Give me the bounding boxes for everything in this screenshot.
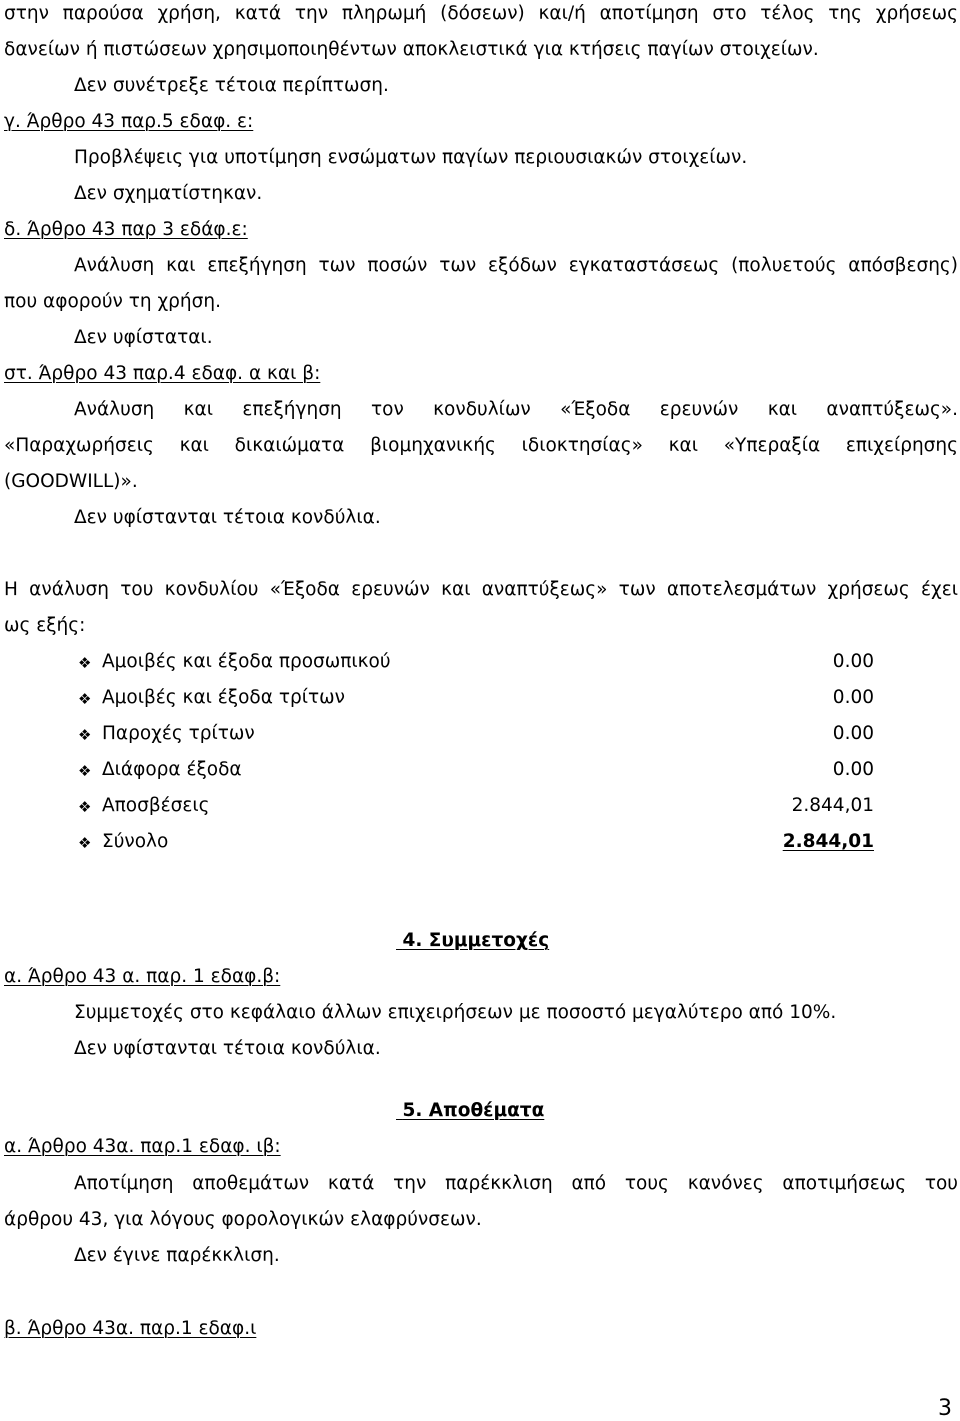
diamond-bullet-icon: ❖ <box>78 798 92 816</box>
section-heading-g: γ. Άρθρο 43 παρ.5 εδαφ. ε: <box>4 111 254 132</box>
section-heading: α. Άρθρο 43 α. παρ. 1 εδαφ.β: <box>4 966 281 987</box>
answer-text: Δεν υφίστανται τέτοια κονδύλια. <box>74 1038 381 1059</box>
page-number: 3 <box>938 1396 952 1421</box>
section-heading: α. Άρθρο 43α. παρ.1 εδαφ. ιβ: <box>4 1136 281 1157</box>
diamond-bullet-icon: ❖ <box>78 834 92 852</box>
list-item-value: 0.00 <box>832 723 874 744</box>
paragraph-line: (GOODWILL)». <box>4 471 138 492</box>
section-heading-d: δ. Άρθρο 43 παρ 3 εδάφ.ε: <box>4 219 248 240</box>
answer-text: Δεν υφίσταται. <box>74 327 213 348</box>
answer-text: Δεν συνέτρεξε τέτοια περίπτωση. <box>74 75 389 96</box>
section-heading-st: στ. Άρθρο 43 παρ.4 εδαφ. α και β: <box>4 363 321 384</box>
answer-text: Δεν υφίστανται τέτοια κονδύλια. <box>74 507 381 528</box>
paragraph-line: Ανάλυση και επεξήγηση των ποσών των εξόδων εγκαταστάσεως (πολυετούς απόσβεσης) <box>74 255 958 276</box>
paragraph-line: ως εξής: <box>4 615 86 636</box>
list-item-value: 0.00 <box>832 651 874 672</box>
section-title-4: 4. Συμμετοχές <box>402 930 550 951</box>
paragraph-line: άρθρου 43, για λόγους φορολογικών ελαφρύνσεων. <box>4 1209 482 1230</box>
list-item-label: Αμοιβές και έξοδα προσωπικού <box>102 651 391 672</box>
list-item-label: Σύνολο <box>102 831 169 852</box>
diamond-bullet-icon: ❖ <box>78 726 92 744</box>
paragraph-line: Προβλέψεις για υποτίμηση ενσώματων παγίων περιουσιακών στοιχείων. <box>74 147 748 168</box>
list-item-value: 0.00 <box>832 759 874 780</box>
paragraph-line: «Παραχωρήσεις και δικαιώματα βιομηχανικής ιδιοκτησίας» και «Υπεραξία επιχείρησης <box>4 435 958 456</box>
paragraph-line: Συμμετοχές στο κεφάλαιο άλλων επιχειρήσεων με ποσοστό μεγαλύτερο από 10%. <box>74 1002 837 1023</box>
paragraph-line: που αφορούν τη χρήση. <box>4 291 221 312</box>
paragraph-line: Η ανάλυση του κονδυλίου «Έξοδα ερευνών και αναπτύξεως» των αποτελεσμάτων χρήσεως έχει <box>4 579 958 600</box>
diamond-bullet-icon: ❖ <box>78 654 92 672</box>
paragraph-line: δανείων ή πιστώσεων χρησιμοποιηθέντων αποκλειστικά για κτήσεις παγίων στοιχείων. <box>4 39 819 60</box>
diamond-bullet-icon: ❖ <box>78 762 92 780</box>
paragraph-line: στην παρούσα χρήση, κατά την πληρωμή (δόσεων) και/ή αποτίμηση στο τέλος της χρήσεως <box>4 3 958 24</box>
list-item-label: Αποσβέσεις <box>102 795 210 816</box>
list-item-value: 0.00 <box>832 687 874 708</box>
total-value: 2.844,01 <box>782 831 874 852</box>
answer-text: Δεν έγινε παρέκκλιση. <box>74 1245 280 1266</box>
answer-text: Δεν σχηματίστηκαν. <box>74 183 263 204</box>
section-title-5: 5. Αποθέματα <box>402 1100 545 1121</box>
list-item-label: Διάφορα έξοδα <box>102 759 242 780</box>
list-item-label: Αμοιβές και έξοδα τρίτων <box>102 687 345 708</box>
list-item-value: 2.844,01 <box>791 795 874 816</box>
diamond-bullet-icon: ❖ <box>78 690 92 708</box>
list-item-label: Παροχές τρίτων <box>102 723 255 744</box>
paragraph-line: Ανάλυση και επεξήγηση τον κονδυλίων «Έξοδα ερευνών και αναπτύξεως». <box>74 399 958 420</box>
paragraph-line: Αποτίμηση αποθεμάτων κατά την παρέκκλιση από τους κανόνες αποτιμήσεως του <box>74 1173 958 1194</box>
section-heading: β. Άρθρο 43α. παρ.1 εδαφ.ι <box>4 1318 257 1339</box>
